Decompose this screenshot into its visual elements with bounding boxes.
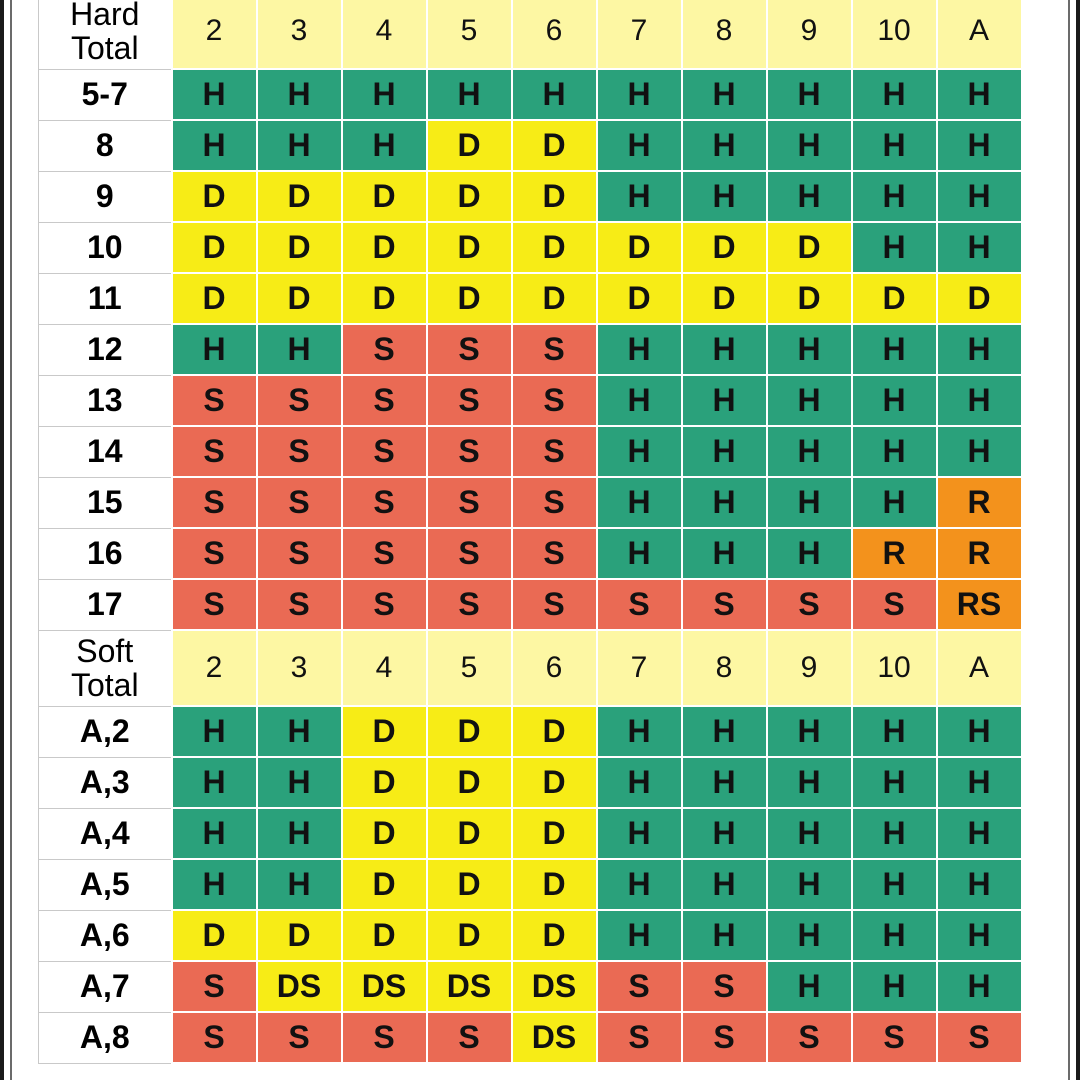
hand-row xyxy=(39,273,1022,324)
player-hand-label: 13 xyxy=(39,375,172,426)
action-cell: H xyxy=(767,426,852,477)
action-cell: H xyxy=(682,910,767,961)
dealer-card-header: 4 xyxy=(342,0,427,69)
player-hand-label: 14 xyxy=(39,426,172,477)
action-cell: H xyxy=(937,324,1022,375)
dealer-card-header: A xyxy=(937,630,1022,706)
action-cell: D xyxy=(427,859,512,910)
action-cell: H xyxy=(597,324,682,375)
action-cell: H xyxy=(852,426,937,477)
action-cell: H xyxy=(597,757,682,808)
dealer-card-header: 2 xyxy=(172,630,257,706)
action-cell: H xyxy=(852,910,937,961)
action-cell: H xyxy=(767,324,852,375)
action-cell: H xyxy=(257,69,342,120)
action-cell: H xyxy=(767,528,852,579)
action-cell: DS xyxy=(257,961,342,1012)
hand-row xyxy=(39,706,1022,757)
action-cell: H xyxy=(937,757,1022,808)
action-cell: S xyxy=(512,477,597,528)
action-cell: H xyxy=(597,477,682,528)
hand-row xyxy=(39,477,1022,528)
action-cell: S xyxy=(597,1012,682,1063)
action-cell: H xyxy=(172,69,257,120)
player-hand-label: A,7 xyxy=(39,961,172,1012)
action-cell: H xyxy=(852,859,937,910)
action-cell: D xyxy=(257,910,342,961)
section-title xyxy=(39,0,172,69)
hand-row xyxy=(39,69,1022,120)
action-cell: H xyxy=(937,706,1022,757)
action-cell: S xyxy=(342,477,427,528)
action-cell: R xyxy=(937,477,1022,528)
action-cell: H xyxy=(342,69,427,120)
action-cell: D xyxy=(512,222,597,273)
action-cell: S xyxy=(172,375,257,426)
action-cell: D xyxy=(597,222,682,273)
action-cell: S xyxy=(682,1012,767,1063)
dealer-card-header: 6 xyxy=(512,0,597,69)
action-cell: D xyxy=(512,706,597,757)
action-cell: H xyxy=(597,120,682,171)
dealer-card-header: 4 xyxy=(342,630,427,706)
action-cell: H xyxy=(682,477,767,528)
action-cell: DS xyxy=(427,961,512,1012)
action-cell: H xyxy=(682,757,767,808)
action-cell: H xyxy=(767,706,852,757)
dealer-card-header: 9 xyxy=(767,630,852,706)
action-cell: S xyxy=(512,426,597,477)
action-cell: S xyxy=(172,426,257,477)
action-cell: H xyxy=(852,69,937,120)
action-cell: H xyxy=(767,808,852,859)
action-cell: D xyxy=(342,273,427,324)
action-cell: S xyxy=(427,1012,512,1063)
hand-row xyxy=(39,1012,1022,1063)
action-cell: H xyxy=(937,120,1022,171)
action-cell: D xyxy=(172,171,257,222)
action-cell: S xyxy=(767,1012,852,1063)
dealer-card-header: 7 xyxy=(597,630,682,706)
dealer-card-header: 10 xyxy=(852,0,937,69)
action-cell: S xyxy=(172,579,257,630)
action-cell: D xyxy=(427,706,512,757)
action-cell: D xyxy=(512,273,597,324)
section-title-line: Soft xyxy=(76,633,134,669)
hand-row xyxy=(39,426,1022,477)
action-cell: D xyxy=(512,757,597,808)
action-cell: RS xyxy=(937,579,1022,630)
action-cell: D xyxy=(342,910,427,961)
player-hand-label: 17 xyxy=(39,579,172,630)
action-cell: D xyxy=(342,706,427,757)
action-cell: H xyxy=(597,375,682,426)
action-cell: D xyxy=(512,171,597,222)
action-cell: H xyxy=(852,324,937,375)
action-cell: H xyxy=(597,808,682,859)
player-hand-label: 16 xyxy=(39,528,172,579)
hand-row xyxy=(39,859,1022,910)
action-cell: S xyxy=(257,375,342,426)
action-cell: S xyxy=(682,961,767,1012)
hand-row xyxy=(39,579,1022,630)
action-cell: S xyxy=(172,961,257,1012)
dealer-card-header: 3 xyxy=(257,0,342,69)
action-cell: H xyxy=(682,120,767,171)
action-cell: D xyxy=(852,273,937,324)
action-cell: H xyxy=(767,171,852,222)
action-cell: D xyxy=(512,859,597,910)
player-hand-label: 11 xyxy=(39,273,172,324)
action-cell: D xyxy=(682,222,767,273)
section-title-line: Total xyxy=(70,30,139,66)
action-cell: H xyxy=(172,706,257,757)
dealer-card-header: 10 xyxy=(852,630,937,706)
dealer-card-header: 8 xyxy=(682,630,767,706)
action-cell: D xyxy=(427,222,512,273)
action-cell: S xyxy=(427,375,512,426)
action-cell: R xyxy=(852,528,937,579)
hand-row xyxy=(39,120,1022,171)
player-hand-label: 12 xyxy=(39,324,172,375)
player-hand-label: 9 xyxy=(39,171,172,222)
action-cell: S xyxy=(427,579,512,630)
player-hand-label: 5-7 xyxy=(39,69,172,120)
action-cell: H xyxy=(937,426,1022,477)
action-cell: D xyxy=(342,808,427,859)
action-cell: S xyxy=(172,1012,257,1063)
action-cell: H xyxy=(937,222,1022,273)
hand-row xyxy=(39,375,1022,426)
action-cell: H xyxy=(937,859,1022,910)
action-cell: H xyxy=(852,222,937,273)
action-cell: H xyxy=(852,375,937,426)
action-cell: D xyxy=(342,757,427,808)
action-cell: H xyxy=(682,324,767,375)
action-cell: H xyxy=(682,528,767,579)
action-cell: S xyxy=(427,324,512,375)
dealer-card-header: A xyxy=(937,0,1022,69)
action-cell: H xyxy=(767,859,852,910)
action-cell: H xyxy=(682,808,767,859)
action-cell: S xyxy=(852,1012,937,1063)
action-cell: H xyxy=(682,375,767,426)
action-cell: H xyxy=(597,171,682,222)
action-cell: S xyxy=(172,477,257,528)
action-cell: H xyxy=(427,69,512,120)
action-cell: D xyxy=(342,859,427,910)
action-cell: S xyxy=(257,1012,342,1063)
action-cell: D xyxy=(682,273,767,324)
action-cell: D xyxy=(427,757,512,808)
action-cell: H xyxy=(682,706,767,757)
action-cell: H xyxy=(682,171,767,222)
action-cell: H xyxy=(937,808,1022,859)
action-cell: D xyxy=(257,273,342,324)
action-cell: H xyxy=(852,171,937,222)
action-cell: S xyxy=(342,426,427,477)
dealer-card-header: 6 xyxy=(512,630,597,706)
action-cell: H xyxy=(597,859,682,910)
action-cell: H xyxy=(852,961,937,1012)
player-hand-label: 10 xyxy=(39,222,172,273)
action-cell: D xyxy=(512,120,597,171)
action-cell: S xyxy=(512,375,597,426)
dealer-card-header: 5 xyxy=(427,630,512,706)
action-cell: H xyxy=(767,120,852,171)
section-title-line: Total xyxy=(70,667,139,703)
action-cell: H xyxy=(767,910,852,961)
action-cell: H xyxy=(257,706,342,757)
action-cell: D xyxy=(427,910,512,961)
action-cell: S xyxy=(512,579,597,630)
action-cell: H xyxy=(852,706,937,757)
player-hand-label: A,8 xyxy=(39,1012,172,1063)
dealer-card-header: 3 xyxy=(257,630,342,706)
player-hand-label: 15 xyxy=(39,477,172,528)
action-cell: D xyxy=(172,273,257,324)
dealer-card-header: 2 xyxy=(172,0,257,69)
player-hand-label: A,6 xyxy=(39,910,172,961)
action-cell: H xyxy=(767,69,852,120)
action-cell: H xyxy=(597,426,682,477)
action-cell: S xyxy=(257,528,342,579)
action-cell: S xyxy=(342,324,427,375)
action-cell: H xyxy=(172,120,257,171)
action-cell: D xyxy=(257,171,342,222)
action-cell: H xyxy=(767,961,852,1012)
action-cell: D xyxy=(937,273,1022,324)
action-cell: S xyxy=(682,579,767,630)
action-cell: D xyxy=(512,910,597,961)
action-cell: D xyxy=(767,222,852,273)
action-cell: H xyxy=(852,120,937,171)
action-cell: H xyxy=(257,324,342,375)
action-cell: D xyxy=(427,808,512,859)
action-cell: D xyxy=(427,273,512,324)
action-cell: H xyxy=(682,69,767,120)
action-cell: S xyxy=(342,375,427,426)
action-cell: H xyxy=(257,808,342,859)
player-hand-label: A,5 xyxy=(39,859,172,910)
action-cell: H xyxy=(852,757,937,808)
action-cell: H xyxy=(682,426,767,477)
action-cell: D xyxy=(597,273,682,324)
action-cell: DS xyxy=(342,961,427,1012)
action-cell: H xyxy=(257,757,342,808)
dealer-card-header: 9 xyxy=(767,0,852,69)
action-cell: H xyxy=(597,528,682,579)
action-cell: D xyxy=(342,171,427,222)
dealer-card-header: 7 xyxy=(597,0,682,69)
hand-row xyxy=(39,808,1022,859)
hand-row xyxy=(39,528,1022,579)
action-cell: H xyxy=(172,324,257,375)
blackjack-strategy-chart xyxy=(38,0,1023,1064)
action-cell: DS xyxy=(512,961,597,1012)
hand-row xyxy=(39,324,1022,375)
action-cell: H xyxy=(597,69,682,120)
action-cell: H xyxy=(937,171,1022,222)
player-hand-label: A,2 xyxy=(39,706,172,757)
hand-row xyxy=(39,171,1022,222)
action-cell: H xyxy=(937,961,1022,1012)
action-cell: D xyxy=(172,910,257,961)
action-cell: S xyxy=(427,477,512,528)
action-cell: S xyxy=(852,579,937,630)
hand-row xyxy=(39,222,1022,273)
section-title-line: Hard xyxy=(70,0,140,32)
action-cell: R xyxy=(937,528,1022,579)
action-cell: H xyxy=(257,859,342,910)
action-cell: S xyxy=(257,477,342,528)
action-cell: D xyxy=(342,222,427,273)
action-cell: S xyxy=(172,528,257,579)
action-cell: S xyxy=(767,579,852,630)
action-cell: D xyxy=(427,171,512,222)
action-cell: H xyxy=(597,910,682,961)
action-cell: DS xyxy=(512,1012,597,1063)
hand-row xyxy=(39,961,1022,1012)
action-cell: S xyxy=(342,1012,427,1063)
section-header-row xyxy=(39,0,1022,69)
action-cell: D xyxy=(427,120,512,171)
action-cell: H xyxy=(342,120,427,171)
action-cell: H xyxy=(937,910,1022,961)
action-cell: H xyxy=(257,120,342,171)
action-cell: H xyxy=(172,859,257,910)
action-cell: H xyxy=(512,69,597,120)
player-hand-label: A,3 xyxy=(39,757,172,808)
action-cell: H xyxy=(767,757,852,808)
action-cell: H xyxy=(682,859,767,910)
dealer-card-header: 5 xyxy=(427,0,512,69)
action-cell: H xyxy=(852,808,937,859)
action-cell: S xyxy=(512,324,597,375)
action-cell: H xyxy=(597,706,682,757)
action-cell: S xyxy=(427,528,512,579)
action-cell: D xyxy=(767,273,852,324)
action-cell: H xyxy=(937,375,1022,426)
dealer-card-header: 8 xyxy=(682,0,767,69)
section-header-row xyxy=(39,630,1022,706)
action-cell: S xyxy=(597,579,682,630)
hand-row xyxy=(39,757,1022,808)
action-cell: H xyxy=(852,477,937,528)
section-title xyxy=(39,630,172,706)
action-cell: D xyxy=(512,808,597,859)
action-cell: H xyxy=(767,477,852,528)
action-cell: H xyxy=(767,375,852,426)
action-cell: S xyxy=(937,1012,1022,1063)
action-cell: D xyxy=(172,222,257,273)
action-cell: S xyxy=(597,961,682,1012)
action-cell: S xyxy=(342,528,427,579)
action-cell: S xyxy=(342,579,427,630)
action-cell: S xyxy=(257,426,342,477)
player-hand-label: A,4 xyxy=(39,808,172,859)
action-cell: H xyxy=(172,757,257,808)
action-cell: H xyxy=(172,808,257,859)
action-cell: S xyxy=(427,426,512,477)
action-cell: H xyxy=(937,69,1022,120)
action-cell: D xyxy=(257,222,342,273)
player-hand-label: 8 xyxy=(39,120,172,171)
action-cell: S xyxy=(512,528,597,579)
action-cell: S xyxy=(257,579,342,630)
hand-row xyxy=(39,910,1022,961)
